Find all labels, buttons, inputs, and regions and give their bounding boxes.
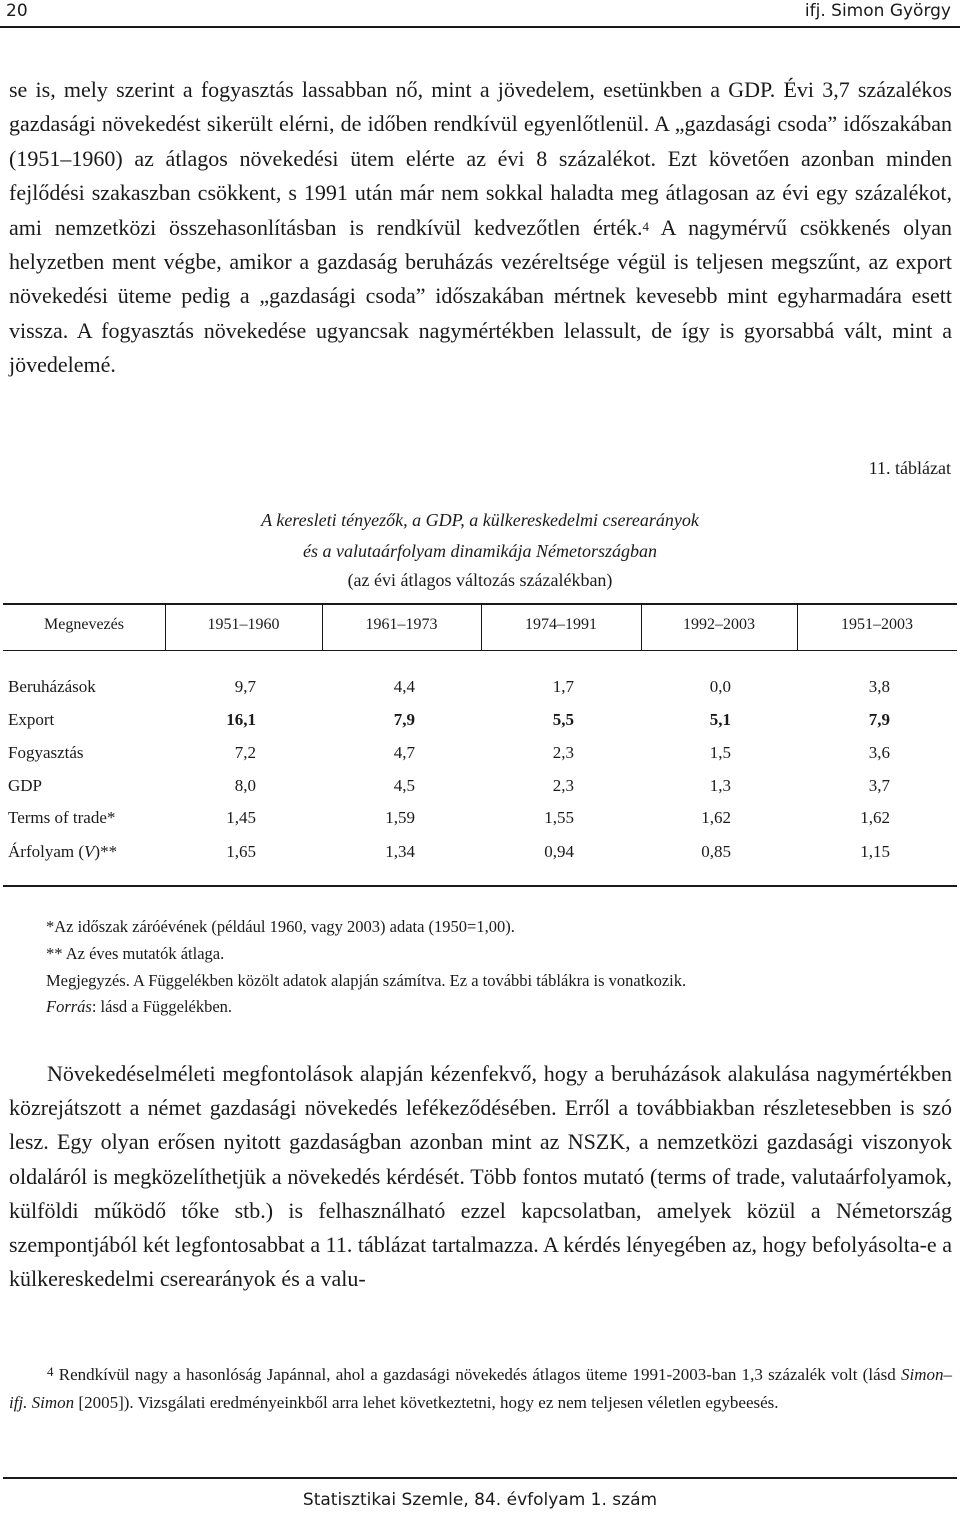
column-header: Megnevezés [44, 616, 124, 633]
table-cell: 1,55 [544, 808, 574, 827]
row-label: Beruházások [8, 677, 96, 696]
running-header [0, 0, 960, 28]
row-label-text: )** [94, 842, 118, 861]
table-source [46, 997, 232, 1017]
table-header-rule [3, 650, 957, 651]
row-label-text: Árfolyam ( [8, 842, 85, 861]
footer-rule [3, 1477, 957, 1479]
paragraph-text: Növekedéselméleti megfontolások alapján kézenfekvő, hogy a beruházások alakulása nagymértékben közrejátszott a német gazdasági növekedés lefékeződésében. Erről a továbbiakban részletesebben is szó lesz. Egy olyan erősen nyitott gazdaságban azonban mint az NSZK, a nemzetközi gazdasági viszonyok oldaláról is megközelíthetjük a növekedés kérdését. Több fontos mutató (terms of trade, valutaárfolyamok, külföldi működő tőke stb.) is felhasználható ezzel kapcsolatban, amelyek közül a Németország szempontjából két legfontosabbat a 11. táblázat tartalmazza. A kérdés lényegében az, hogy befolyásolta-e a külkereskedelmi cserearányok és a valu- [9, 1061, 952, 1292]
table-subtitle: (az évi átlagos változás százalékban) [347, 570, 613, 590]
column-header: 1974–1991 [525, 616, 597, 633]
row-label: GDP [8, 776, 43, 795]
source-label: Forrás [46, 997, 92, 1016]
footnote-number: 4 [47, 1364, 54, 1379]
footnote-text: Rendkívül nagy a hasonlóság Japánnal, ahol a gazdasági növekedés átlagos üteme 1991-2003-ban 1,3 százalék volt (lásd [53, 1365, 901, 1384]
paragraph-text: A nagymérvű csökkenés olyan helyzetben ment végbe, amikor a gazdaság beruházás vezéreltsége végül is teljesen megszűnt, az export növekedési üteme pedig a „gazdasági csoda” időszakában mértnek kevesebb mint egyharmadára esett vissza. A fogyasztás növekedése ugyancsak nagymértékben lelassult, de így is gyorsabbá vált, mint a jövedelemé. [9, 214, 952, 378]
table-cell: 0,94 [544, 842, 574, 861]
table-number: 11. táblázat [868, 458, 951, 478]
column-header: 1992–2003 [683, 616, 755, 633]
page-number: 20 [6, 1, 28, 21]
table-cell: 4,7 [393, 743, 415, 762]
footnote-text: [2005]). Vizsgálati eredményeinkből arra lehet következtetni, hogy ez nem teljesen véletlen egybeesés. [74, 1393, 779, 1412]
source-text: : lásd a Függelékben. [91, 997, 233, 1016]
column-header: 1961–1973 [365, 616, 438, 633]
table-cell: 0,85 [701, 842, 731, 861]
table-cell: 3,6 [868, 743, 890, 762]
table-title: A keresleti tényezők, a GDP, a külkereskedelmi cserearányok [261, 510, 699, 530]
table-note: *Az időszak záróévének (például 1960, vagy 2003) adata (1950=1,00). [46, 917, 515, 936]
table-top-rule [3, 603, 957, 605]
table-cell: 2,3 [552, 743, 574, 762]
table-cell: 7,9 [868, 710, 890, 729]
table-cell: 2,3 [552, 776, 574, 795]
table-cell: 1,3 [709, 776, 731, 795]
table-cell: 3,8 [868, 677, 890, 696]
table-cell: 1,62 [860, 808, 890, 827]
table-cell: 1,5 [709, 743, 731, 762]
table-cell: 1,15 [860, 842, 890, 861]
table-bottom-rule [3, 885, 957, 887]
column-header: 1951–2003 [841, 616, 913, 633]
row-label: Fogyasztás [8, 743, 84, 762]
table-cell: 5,1 [709, 710, 731, 729]
row-label: Export [8, 710, 55, 729]
footnote-reference: 4 [642, 218, 649, 234]
table-cell: 9,7 [234, 677, 256, 696]
table-cell: 16,1 [226, 710, 256, 729]
table-cell: 1,65 [226, 842, 256, 861]
table-cell: 3,7 [868, 776, 890, 795]
table-cell: 4,5 [393, 776, 415, 795]
table-cell: 1,62 [701, 808, 731, 827]
footnote [9, 1361, 952, 1417]
body-paragraph-1 [9, 73, 952, 383]
table-cell: 1,59 [385, 808, 415, 827]
table-cell: 1,45 [226, 808, 256, 827]
row-label [8, 842, 117, 862]
running-footer: Statisztikai Szemle, 84. évfolyam 1. szám [302, 1490, 658, 1510]
footnote-reference-authors: Simon–ifj. Simon [9, 1365, 952, 1412]
table-cell: 1,7 [552, 677, 574, 696]
column-header: 1951–1960 [207, 616, 280, 633]
table-cell: 7,9 [393, 710, 415, 729]
table-note: Megjegyzés. A Függelékben közölt adatok alapján számítva. Ez a további táblákra is vonatkozik. [46, 971, 687, 990]
table-title: és a valutaárfolyam dinamikája Németországban [303, 541, 657, 561]
paragraph-text: se is, mely szerint a fogyasztás lassabban nő, mint a jövedelem, esetünkben a GDP. Évi 3,7 százalékos gazdasági növekedést sikerült elérni, de időben rendkívül egyenlőtlenül. A „gazdasági csoda” időszakában (1951–1960) az átlagos növekedési ütem elérte az évi 8 százalékot. Ezt követően azonban minden fejlődési szakaszban csökkent, s 1991 után már nem sokkal haladta meg átlagosan az évi egy százalékot, ami nemzetközi összehasonlításban is rendkívül kedvezőtlen érték. [9, 77, 952, 240]
table-cell: 5,5 [552, 710, 574, 729]
body-paragraph-2 [9, 1057, 952, 1296]
table-cell: 7,2 [234, 743, 256, 762]
table-note: ** Az éves mutatók átlaga. [46, 944, 225, 963]
row-label-symbol: V [84, 842, 95, 861]
row-label: Terms of trade* [8, 808, 116, 827]
table-cell: 8,0 [234, 776, 256, 795]
table-cell: 4,4 [393, 677, 415, 696]
table-cell: 1,34 [385, 842, 415, 861]
table-cell: 0,0 [709, 677, 731, 696]
running-author: ifj. Simon György [804, 1, 951, 21]
